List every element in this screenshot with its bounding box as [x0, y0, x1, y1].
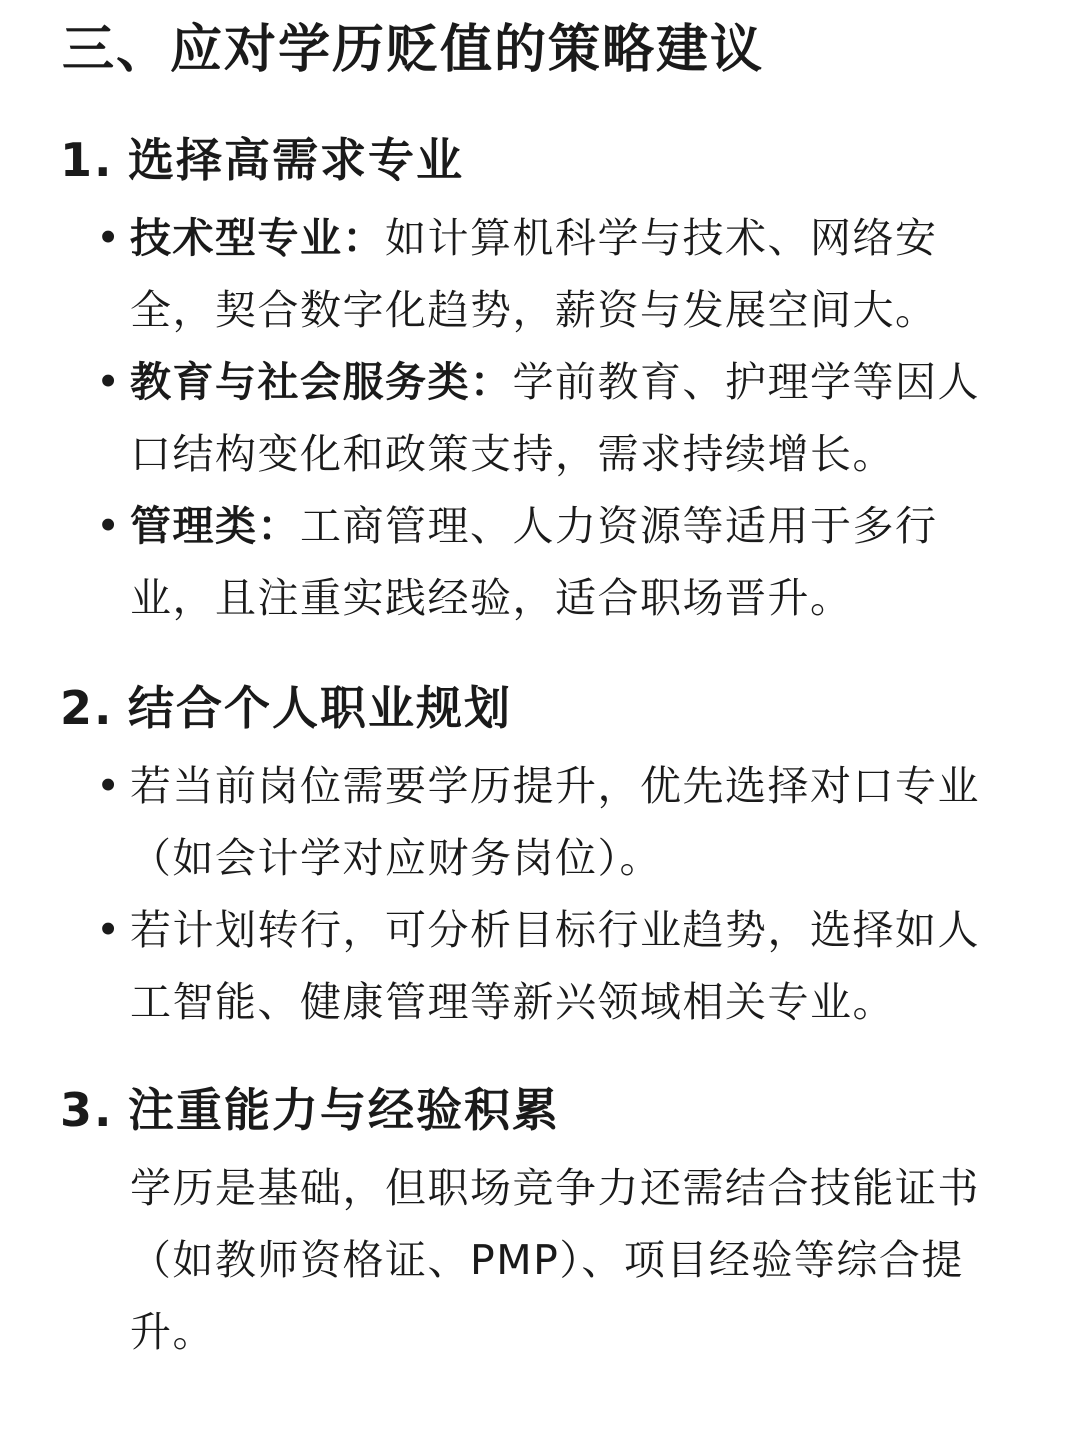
section-1-bullet-1 [96, 202, 996, 346]
bullet-text: 若当前岗位需要学历提升，优先选择对口专业（如会计学对应财务岗位）。 [130, 762, 980, 882]
section-2-number: 2. [60, 681, 114, 735]
section-1-bullet-2 [96, 346, 996, 490]
bullet-text: 如计算机科学与技术、网络安全，契合数字化趋势，薪资与发展空间大。 [130, 214, 938, 334]
bullet-label: 教育与社会服务类： [130, 358, 513, 406]
section-3-number: 3. [60, 1083, 114, 1137]
bullet-marker: • [96, 358, 121, 406]
section-2-bullet-1 [96, 750, 996, 894]
section-1-heading [60, 128, 464, 192]
section-3-heading [60, 1078, 560, 1142]
section-2-heading [60, 676, 512, 740]
section-2-heading-text: 结合个人职业规划 [128, 681, 512, 735]
bullet-text: 若计划转行，可分析目标行业趋势，选择如人工智能、健康管理等新兴领域相关专业。 [130, 906, 980, 1026]
section-1-number: 1. [60, 133, 114, 187]
page-title: 三、应对学历贬值的策略建议 [62, 20, 765, 80]
section-3-paragraph: 学历是基础，但职场竞争力还需结合技能证书（如教师资格证、PMP）、项目经验等综合提升。 [130, 1164, 980, 1356]
bullet-label: 技术型专业： [130, 214, 385, 262]
section-2-bullet-2 [96, 894, 996, 1038]
bullet-label: 管理类： [130, 502, 300, 550]
bullet-marker: • [96, 906, 121, 954]
bullet-marker: • [96, 214, 121, 262]
bullet-marker: • [96, 502, 121, 550]
bullet-text: 学前教育、护理学等因人口结构变化和政策支持，需求持续增长。 [130, 358, 980, 478]
section-1-bullet-3 [96, 490, 996, 634]
bullet-marker: • [96, 762, 121, 810]
bullet-text: 工商管理、人力资源等适用于多行业，且注重实践经验，适合职场晋升。 [130, 502, 938, 622]
section-1-heading-text: 选择高需求专业 [128, 133, 464, 187]
section-3-heading-text: 注重能力与经验积累 [128, 1083, 560, 1137]
